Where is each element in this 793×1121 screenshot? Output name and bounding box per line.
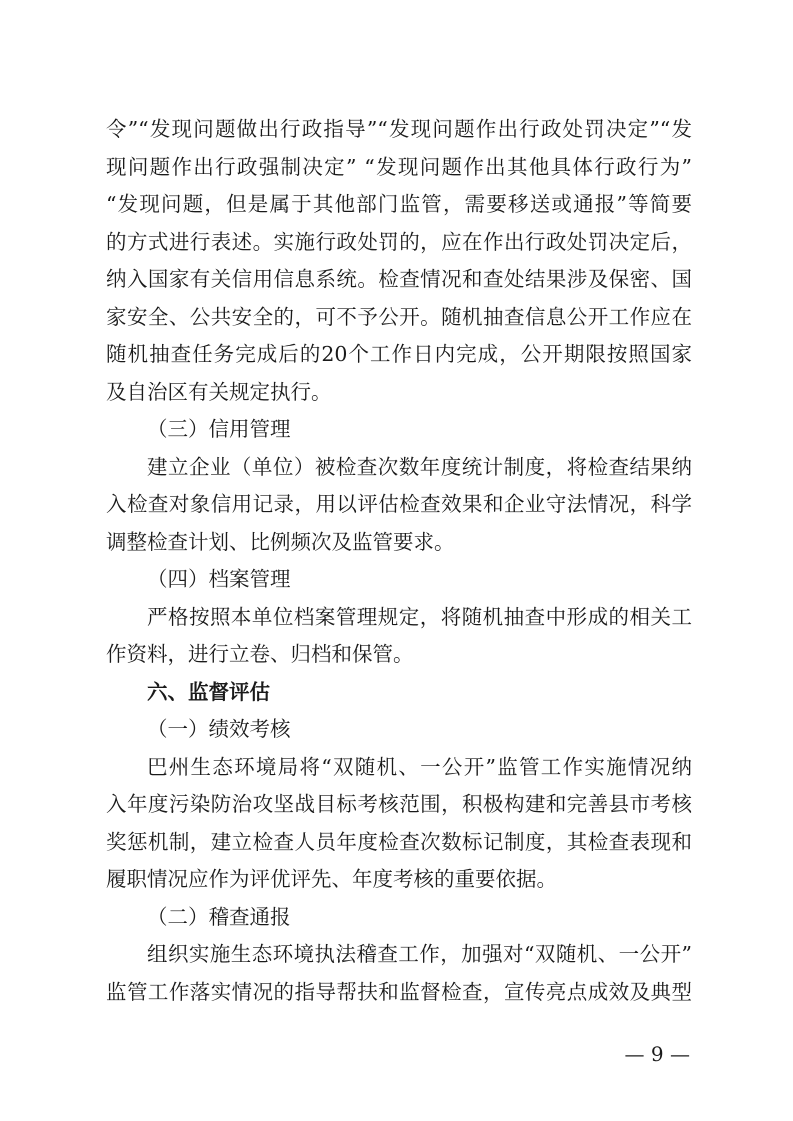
section-heading-supervision-evaluation: 六、监督评估: [147, 679, 270, 704]
body-line: “发现问题，但是属于其他部门监管，需要移送或通报”等简要: [106, 192, 692, 216]
body-line: 纳入国家有关信用信息系统。检查情况和查处结果涉及保密、国: [106, 267, 692, 291]
body-line: 作资料，进行立卷、归档和保管。: [106, 642, 414, 666]
body-line: 履职情况应作为评优评先、年度考核的重要依据。: [106, 867, 557, 891]
paragraph-archive-management: [106, 599, 692, 674]
body-line: 家安全、公共安全的，可不予公开。随机抽查信息公开工作应在: [106, 304, 692, 329]
body-line: 调整检查计划、比例频次及监管要求。: [106, 529, 455, 554]
body-line: 令”“发现问题做出行政指导”“发现问题作出行政处罚决定”“发: [106, 117, 692, 141]
subheading-archive-management: （四）档案管理: [147, 567, 291, 591]
body-line: 严格按照本单位档案管理规定，将随机抽查中形成的相关工: [147, 604, 692, 629]
subheading-credit-management: （三）信用管理: [147, 417, 291, 441]
body-line: 的方式进行表述。实施行政处罚的，应在作出行政处罚决定后，: [106, 229, 692, 254]
body-line: 建立企业（单位）被检查次数年度统计制度，将检查结果纳: [147, 454, 692, 479]
body-line: 入检查对象信用记录，用以评估检查效果和企业守法情况，科学: [106, 492, 692, 516]
paragraph-disclosure: [106, 111, 692, 411]
body-line: 随机抽查任务完成后的20个工作日内完成，公开期限按照国家: [106, 342, 692, 366]
body-line: 及自治区有关规定执行。: [106, 379, 332, 404]
body-line: 现问题作出行政强制决定” “发现问题作出其他具体行政行为”: [106, 154, 692, 179]
body-line: 监管工作落实情况的指导帮扶和监督检查，宣传亮点成效及典型: [106, 979, 692, 1004]
paragraph-performance-assessment: [106, 749, 692, 899]
paragraph-credit-management: [106, 449, 692, 562]
body-line: 奖惩机制，建立检查人员年度检查次数标记制度，其检查表现和: [106, 829, 692, 854]
subheading-performance-assessment: （一）绩效考核: [147, 717, 291, 741]
body-line: 入年度污染防治攻坚战目标考核范围，积极构建和完善县市考核: [106, 792, 692, 816]
body-line: 巴州生态环境局将“双随机、一公开”监管工作实施情况纳: [147, 754, 692, 779]
subheading-inspection-notification: （二）稽查通报: [147, 904, 291, 929]
body-line: 组织实施生态环境执法稽查工作，加强对“双随机、一公开”: [147, 942, 692, 966]
document-body: [106, 111, 692, 1011]
paragraph-inspection-notification: [106, 936, 692, 1011]
page-number: — 9 —: [624, 1042, 690, 1066]
